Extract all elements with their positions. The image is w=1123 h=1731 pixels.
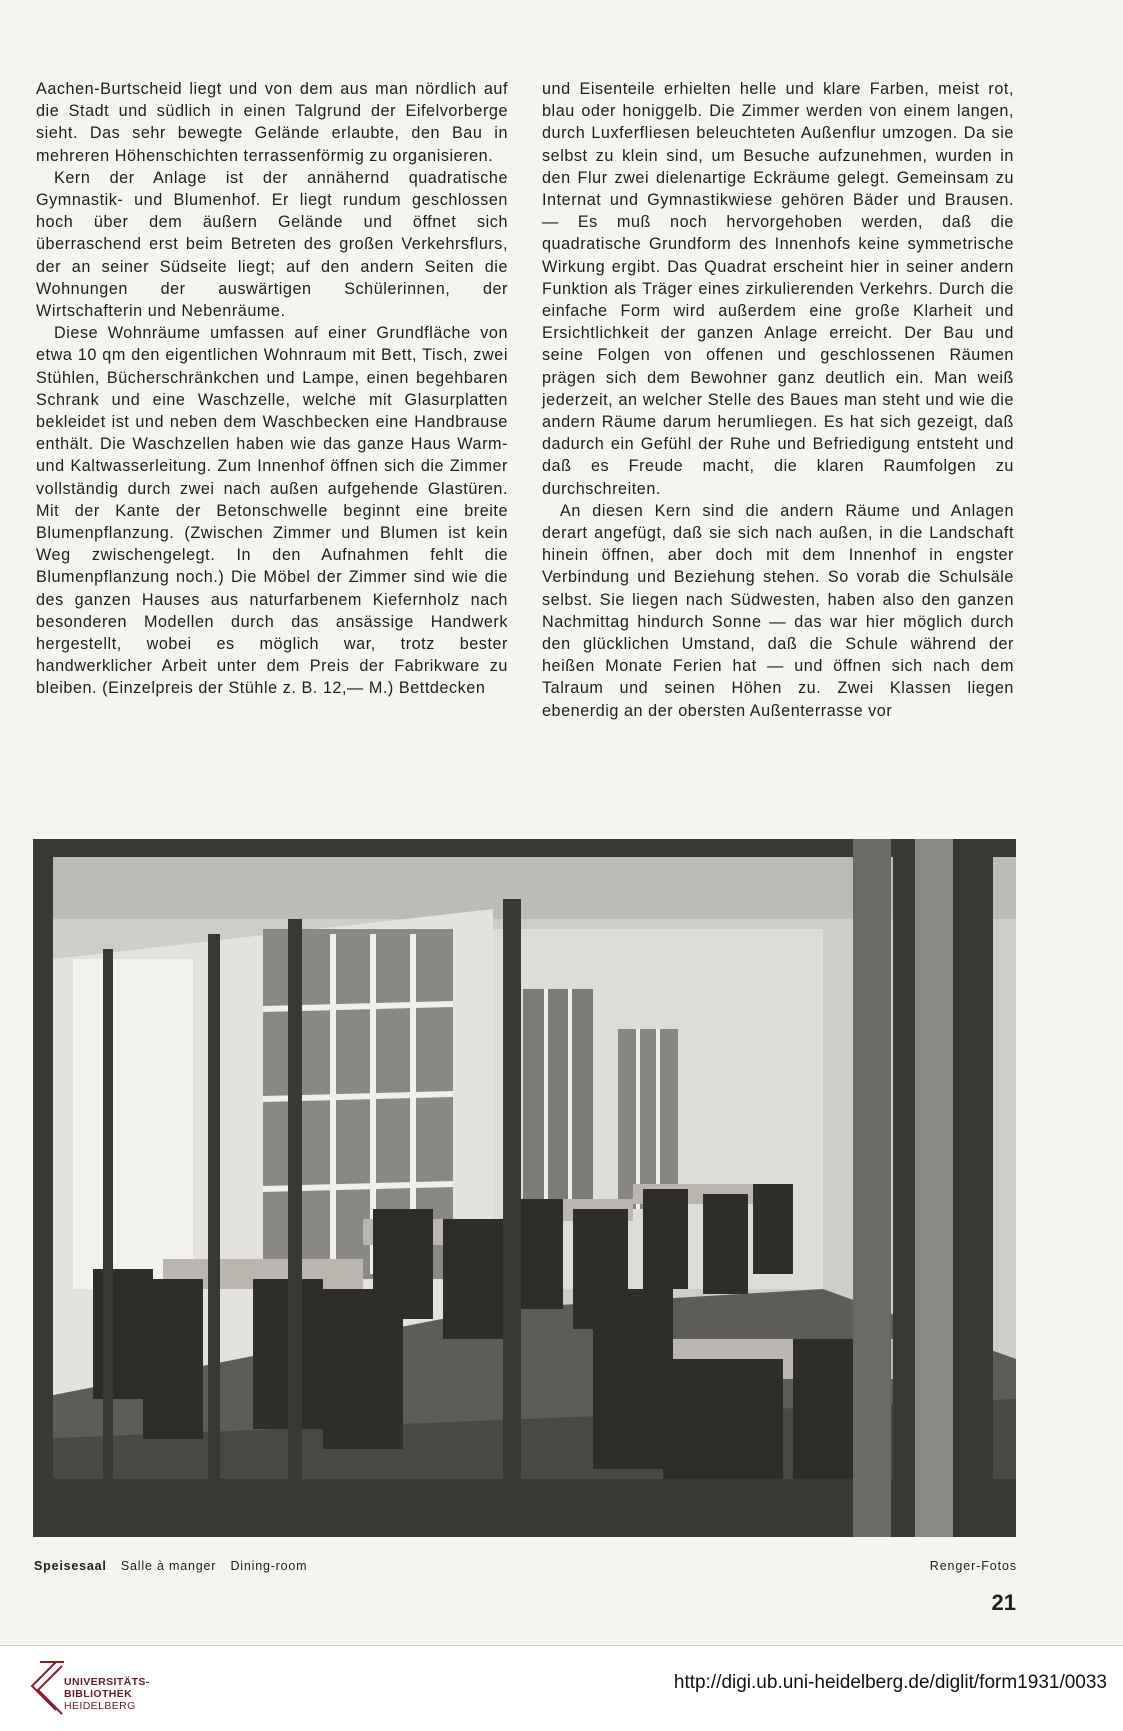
library-name-line: BIBLIOTHEK (64, 1688, 133, 1700)
source-url-link[interactable]: http://digi.ub.uni-heidelberg.de/diglit/form1931/0033 (673, 1672, 1107, 1693)
digitization-footer (0, 1645, 1123, 1731)
library-logo-icon (26, 1658, 66, 1716)
library-name-line: UNIVERSITÄTS- (64, 1676, 150, 1688)
text-column-left (36, 78, 508, 700)
photo-credit: Renger-Fotos (929, 1559, 1017, 1573)
caption-french: Salle à manger (120, 1559, 217, 1573)
dining-room-photo (33, 839, 1016, 1537)
paragraph: Aachen-Burtscheid liegt und von dem aus man nördlich auf die Stadt und südlich in einen Talgrund der Eifelvorberge sieht. Das sehr bewegte Gelände erlaubte, den Bau in mehreren Höhenschichten terrassenförmig zu organisieren. (36, 80, 508, 165)
paragraph: und Eisenteile erhielten helle und klare Farben, meist rot, blau oder honiggelb. Die Zimmer werden von einem langen, durch Luxferfliesen beleuchteten Außenflur umzogen. Da sie selbst zu klein sind, um Besuche aufzunehmen, wurden in den Flur zwei dielenartige Eckräume gelegt. Gemeinsam zu Internat und Gymnastikwiese gehören Bäder und Brausen. — Es muß noch hervorgehoben werden, daß die quadratische Grundform des Innenhofs keine symmetrische Wirkung ergibt. Das Quadrat erscheint hier in seiner andern Funktion als Träger eines zirkulierenden Verkehrs. Durch die einfache Form wird außerdem eine große Klarheit und Ersichtlichkeit der ganzen Anlage erreicht. Der Bau und seine Folgen von offenen und geschlossenen Räumen prägen sich dem Bewohner ganz deutlich ein. Man weiß jederzeit, an welcher Stelle des Baues man steht und wie die andern Räume darum herumliegen. Es hat sich gezeigt, daß dadurch ein Gefühl der Ruhe und Befriedigung entsteht und daß es Freude macht, die klaren Raumfolgen zu durchschreiten. (542, 80, 1014, 498)
library-name (64, 1676, 150, 1712)
photo-caption (34, 1559, 307, 1573)
paragraph: Diese Wohnräume umfassen auf einer Grundfläche von etwa 10 qm den eigentlichen Wohnraum mit Bett, Tisch, zwei Stühlen, Bücherschränkchen und Lampe, einen begehbaren Schrank und eine Waschzelle, welche mit Glasurplatten bekleidet ist und neben dem Waschbecken eine Handbrause enthält. Die Waschzellen haben wie das ganze Haus Warm- und Kaltwasserleitung. Zum Innenhof öffnen sich die Zimmer vollständig durch zwei nach außen aufgehende Glastüren. Mit der Kante der Betonschwelle beginnt eine breite Blumenpflanzung. (Zwischen Zimmer und Blumen ist kein Weg zwischengelegt. In den Aufnahmen fehlt die Blumenpflanzung noch.) Die Möbel der Zimmer sind wie die des ganzen Hauses aus naturfarbenem Kiefernholz nach besonderen Modellen durch das ansässige Handwerk hergestellt, wobei es möglich war, trotz bester handwerklicher Arbeit unter dem Preis der Fabrikware zu bleiben. (Einzelpreis der Stühle z. B. 12,— M.) Bettdecken (36, 324, 508, 698)
caption-german: Speisesaal (34, 1559, 107, 1573)
paragraph: Kern der Anlage ist der annähernd quadratische Gymnastik- und Blumenhof. Er liegt rundum geschlossen hoch über dem äußern Gelände und öffnet sich überraschend erst beim Betreten des großen Verkehrsflurs, der an seiner Südseite liegt; auf den andern Seiten die Wohnungen der auswärtigen Schülerinnen, der Wirtschafterin und Nebenräume. (36, 168, 508, 321)
paragraph: An diesen Kern sind die andern Räume und Anlagen derart angefügt, daß sie sich nach außen, in die Landschaft hinein öffnen, aber doch mit dem Innenhof in engster Verbindung und Beziehung stehen. So vorab die Schulsäle selbst. Sie liegen nach Südwesten, haben also den ganzen Nachmittag hindurch Sonne — das war hier möglich durch den glücklichen Umstand, daß die Schule während der heißen Monate Ferien hat — und öffnen sich nach dem Talraum und seinen Höhen zu. Zwei Klassen liegen ebenerdig an der obersten Außenterrasse vor (542, 501, 1014, 720)
caption-english: Dining-room (230, 1559, 308, 1573)
library-name-line: HEIDELBERG (64, 1700, 136, 1712)
page-number: 21 (991, 1590, 1016, 1615)
text-column-right (542, 78, 1014, 722)
